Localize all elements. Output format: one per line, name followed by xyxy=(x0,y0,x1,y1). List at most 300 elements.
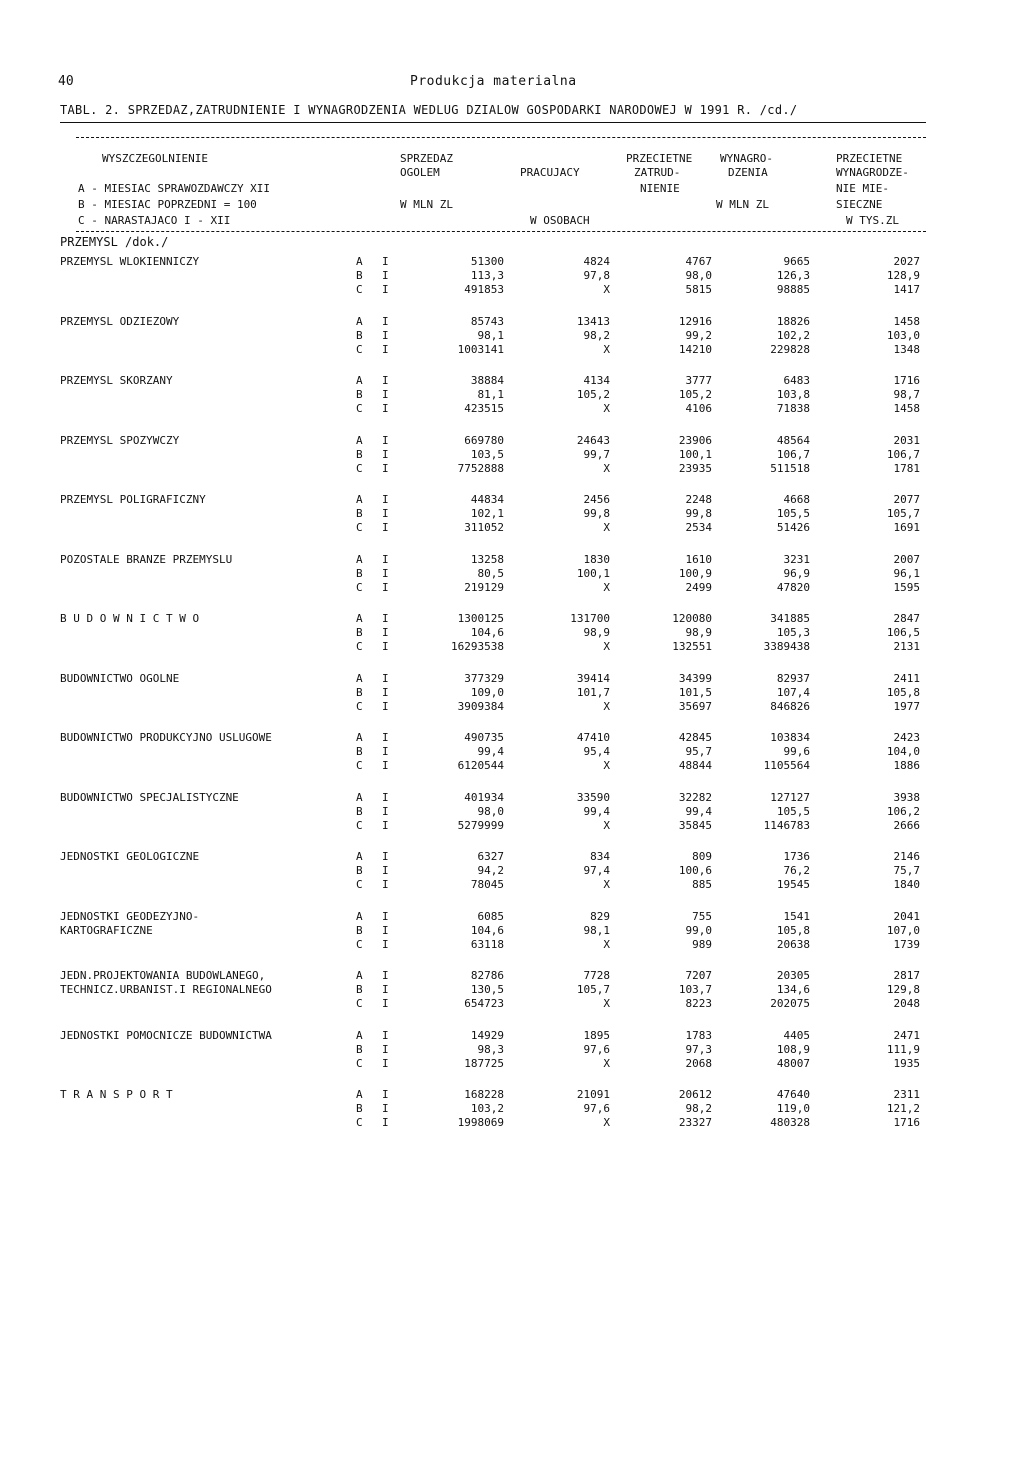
sales-value: 6120544 xyxy=(457,759,504,772)
table-row xyxy=(60,878,940,892)
table-row xyxy=(60,686,940,700)
avg-wage-value: 2411 xyxy=(893,671,920,685)
table-row xyxy=(60,434,940,448)
table-row xyxy=(60,626,940,640)
avg-employment-value: 98,0 xyxy=(685,269,712,282)
employed-value: 2456 xyxy=(583,493,610,506)
row-code: C xyxy=(356,342,363,356)
avg-employment-value: 98,9 xyxy=(685,626,712,639)
table-row xyxy=(60,745,940,759)
column-separator: I xyxy=(382,566,389,580)
wages-header-1: WYNAGRO- xyxy=(720,152,773,165)
table-row xyxy=(60,343,940,357)
employed-value: 4824 xyxy=(583,255,610,268)
sales-value: 491853 xyxy=(464,283,504,296)
avg-wage-value: 103,0 xyxy=(886,328,920,342)
sales-value: 98,0 xyxy=(477,804,504,818)
employed-value: 101,7 xyxy=(576,685,610,699)
avg-wage-value: 128,9 xyxy=(886,269,920,282)
avg-employment-value: 2248 xyxy=(685,493,712,506)
group-name: PRZEMYSL ODZIEZOWY xyxy=(60,314,180,328)
employed-value: 7728 xyxy=(583,969,610,982)
stub-legend-c: C - NARASTAJACO I - XII xyxy=(78,214,231,227)
group-name: BUDOWNICTWO SPECJALISTYCZNE xyxy=(60,790,239,804)
sales-value: 80,5 xyxy=(477,566,504,580)
column-separator: I xyxy=(382,493,389,506)
group-name: PRZEMYSL POLIGRAFICZNY xyxy=(60,493,206,506)
table-row xyxy=(60,850,940,864)
avg-wage-value: 1977 xyxy=(893,699,920,713)
sales-value: 109,0 xyxy=(470,685,504,699)
table-row xyxy=(60,969,940,983)
avg-employment-value: 34399 xyxy=(678,671,712,685)
wages-value: 105,5 xyxy=(776,507,810,520)
wages-value: 106,7 xyxy=(776,447,810,461)
column-separator: I xyxy=(382,402,389,415)
sales-value: 102,1 xyxy=(470,507,504,520)
wages-value: 1736 xyxy=(783,850,810,863)
sales-value: 104,6 xyxy=(470,923,504,937)
sales-value: 13258 xyxy=(470,552,504,566)
row-code: A xyxy=(356,1028,363,1042)
avg-employment-value: 42845 xyxy=(678,731,712,744)
column-separator: I xyxy=(382,552,389,566)
row-code: C xyxy=(356,1116,363,1129)
employed-value: 98,9 xyxy=(583,626,610,639)
row-code: A xyxy=(356,493,363,506)
sales-value: 38884 xyxy=(470,374,504,387)
table-row xyxy=(60,731,940,745)
avg-employment-value: 2068 xyxy=(685,1056,712,1070)
wages-value: 48007 xyxy=(776,1056,810,1070)
column-separator: I xyxy=(382,699,389,713)
row-code: B xyxy=(356,745,363,758)
sales-value: 14929 xyxy=(470,1028,504,1042)
avg-employment-value: 7207 xyxy=(685,969,712,982)
employed-value: X xyxy=(603,402,610,415)
column-separator: I xyxy=(382,447,389,461)
column-separator: I xyxy=(382,878,389,891)
employed-value: 98,2 xyxy=(583,328,610,342)
table-row xyxy=(60,864,940,878)
avg-wage-value: 2666 xyxy=(893,818,920,832)
column-separator: I xyxy=(382,923,389,937)
employed-value: 99,4 xyxy=(583,804,610,818)
wages-value: 119,0 xyxy=(776,1102,810,1115)
wages-value: 105,8 xyxy=(776,923,810,937)
table-group xyxy=(60,1088,940,1148)
column-separator: I xyxy=(382,283,389,296)
sales-value: 377329 xyxy=(464,671,504,685)
table-groups xyxy=(60,255,940,1148)
wages-value: 341885 xyxy=(770,612,810,625)
sales-value: 78045 xyxy=(470,878,504,891)
group-name: PRZEMYSL SPOZYWCZY xyxy=(60,433,180,447)
avg-employment-value: 132551 xyxy=(672,640,712,653)
group-name: BUDOWNICTWO OGOLNE xyxy=(60,671,180,685)
row-code: A xyxy=(356,909,363,923)
wages-value: 1541 xyxy=(783,909,810,923)
avg-employment-value: 1783 xyxy=(685,1028,712,1042)
avg-employment-value: 35697 xyxy=(678,699,712,713)
avg-wage-value: 129,8 xyxy=(886,983,920,996)
wages-value: 105,3 xyxy=(776,626,810,639)
row-code: B xyxy=(356,388,363,401)
avg-employment-value: 99,4 xyxy=(685,804,712,818)
employed-value: 39414 xyxy=(576,671,610,685)
wages-value: 20305 xyxy=(776,969,810,982)
avg-wage-value: 1691 xyxy=(893,521,920,534)
table-row xyxy=(60,1043,940,1057)
employed-value: 21091 xyxy=(576,1088,610,1101)
row-code: C xyxy=(356,580,363,594)
table-row xyxy=(60,581,940,595)
avg-employment-value: 2534 xyxy=(685,521,712,534)
avg-wage-value: 106,7 xyxy=(886,447,920,461)
column-separator: I xyxy=(382,640,389,653)
avg-employment-value: 23906 xyxy=(678,433,712,447)
wages-value: 3231 xyxy=(783,552,810,566)
column-separator: I xyxy=(382,804,389,818)
avg-wage-value: 1595 xyxy=(893,580,920,594)
avg-wage-value: 2048 xyxy=(893,997,920,1010)
employed-value: 4134 xyxy=(583,374,610,387)
row-code: C xyxy=(356,997,363,1010)
table-row xyxy=(60,640,940,654)
table-group xyxy=(60,255,940,315)
avg-employment-value: 99,0 xyxy=(685,923,712,937)
column-separator: I xyxy=(382,328,389,342)
table-group xyxy=(60,612,940,672)
column-separator: I xyxy=(382,745,389,758)
wages-value: 71838 xyxy=(776,402,810,415)
avg-employment-value: 755 xyxy=(692,909,712,923)
sales-value: 311052 xyxy=(464,521,504,534)
wages-value: 99,6 xyxy=(783,745,810,758)
employed-value: X xyxy=(603,699,610,713)
table-caption: TABL. 2. SPRZEDAZ,ZATRUDNIENIE I WYNAGRODZENIA WEDLUG DZIALOW GOSPODARKI NARODOWEJ W 1991 R. /cd./ xyxy=(60,103,798,117)
wages-value: 19545 xyxy=(776,878,810,891)
employed-value: 100,1 xyxy=(576,566,610,580)
table-row xyxy=(60,805,940,819)
wages-header-unit: W MLN ZL xyxy=(716,198,769,211)
stub-legend-a: A - MIESIAC SPRAWOZDAWCZY XII xyxy=(78,182,271,195)
avg-employment-value: 4767 xyxy=(685,255,712,268)
table-group xyxy=(60,1029,940,1089)
employed-header-2: PRACUJACY xyxy=(520,166,580,179)
sales-value: 82786 xyxy=(470,969,504,982)
table-row xyxy=(60,672,940,686)
avg-employment-value: 48844 xyxy=(678,759,712,772)
avg-employment-value: 35845 xyxy=(678,818,712,832)
row-code: C xyxy=(356,283,363,296)
row-code: B xyxy=(356,626,363,639)
table-row xyxy=(60,269,940,283)
avgwage-header-2: WYNAGRODZE- xyxy=(836,166,909,179)
table-row xyxy=(60,612,940,626)
avg-wage-value: 1935 xyxy=(893,1056,920,1070)
employed-value: X xyxy=(603,640,610,653)
avg-wage-value: 1781 xyxy=(893,461,920,475)
stub-legend-b: B - MIESIAC POPRZEDNI = 100 xyxy=(78,198,257,211)
row-code: A xyxy=(356,969,363,982)
table-row xyxy=(60,507,940,521)
table-row xyxy=(60,448,940,462)
column-separator: I xyxy=(382,850,389,863)
employed-value: X xyxy=(603,521,610,534)
sales-value: 3909384 xyxy=(457,699,504,713)
row-code: A xyxy=(356,850,363,863)
wages-value: 202075 xyxy=(770,997,810,1010)
row-code: B xyxy=(356,864,363,877)
employed-value: 33590 xyxy=(576,790,610,804)
column-separator: I xyxy=(382,388,389,401)
column-separator: I xyxy=(382,818,389,832)
row-code: B xyxy=(356,269,363,282)
table-row xyxy=(60,700,940,714)
row-code: B xyxy=(356,447,363,461)
employed-value: X xyxy=(603,342,610,356)
wages-value: 846826 xyxy=(770,699,810,713)
group-name-continued: TECHNICZ.URBANIST.I REGIONALNEGO xyxy=(60,983,272,996)
page-number: 40 xyxy=(58,74,74,89)
group-name: T R A N S P O R T xyxy=(60,1088,173,1101)
table-row xyxy=(60,493,940,507)
row-code: C xyxy=(356,878,363,891)
column-separator: I xyxy=(382,626,389,639)
employed-value: X xyxy=(603,759,610,772)
avg-wage-value: 1458 xyxy=(893,402,920,415)
sales-value: 1003141 xyxy=(457,342,504,356)
column-separator: I xyxy=(382,374,389,387)
avg-employment-value: 4106 xyxy=(685,402,712,415)
wages-value: 82937 xyxy=(776,671,810,685)
wages-value: 98885 xyxy=(776,283,810,296)
employed-value: 1895 xyxy=(583,1028,610,1042)
avg-wage-value: 105,7 xyxy=(886,507,920,520)
avg-wage-value: 107,0 xyxy=(886,923,920,937)
sales-value: 103,5 xyxy=(470,447,504,461)
sales-value: 113,3 xyxy=(470,269,504,282)
row-code: A xyxy=(356,1088,363,1101)
row-code: A xyxy=(356,255,363,268)
column-separator: I xyxy=(382,521,389,534)
column-separator: I xyxy=(382,997,389,1010)
group-name: BUDOWNICTWO PRODUKCYJNO USLUGOWE xyxy=(60,731,272,744)
column-separator: I xyxy=(382,1116,389,1129)
avg-employment-value: 101,5 xyxy=(678,685,712,699)
wages-header-2: DZENIA xyxy=(728,166,768,179)
avg-employment-value: 98,2 xyxy=(685,1102,712,1115)
wages-value: 20638 xyxy=(776,937,810,951)
group-name: B U D O W N I C T W O xyxy=(60,612,200,625)
avg-employment-value: 12916 xyxy=(678,314,712,328)
avgwage-header-unit: W TYS.ZL xyxy=(846,214,899,227)
column-separator: I xyxy=(382,685,389,699)
wages-value: 126,3 xyxy=(776,269,810,282)
table-row xyxy=(60,1057,940,1071)
sales-value: 51300 xyxy=(470,255,504,268)
wages-value: 108,9 xyxy=(776,1042,810,1056)
wages-value: 47640 xyxy=(776,1088,810,1101)
wages-value: 48564 xyxy=(776,433,810,447)
sales-header-2: OGOLEM xyxy=(400,166,440,179)
table-row xyxy=(60,759,940,773)
column-separator: I xyxy=(382,255,389,268)
avg-wage-value: 2311 xyxy=(893,1088,920,1101)
wages-value: 103,8 xyxy=(776,388,810,401)
table-group xyxy=(60,910,940,970)
wages-value: 9665 xyxy=(783,255,810,268)
avg-employment-value: 100,9 xyxy=(678,566,712,580)
column-separator: I xyxy=(382,433,389,447)
wages-value: 103834 xyxy=(770,731,810,744)
column-separator: I xyxy=(382,983,389,996)
table-group xyxy=(60,850,940,910)
wages-value: 134,6 xyxy=(776,983,810,996)
avgemp-header-1: PRZECIETNE xyxy=(626,152,693,165)
avg-employment-value: 14210 xyxy=(678,342,712,356)
row-code: B xyxy=(356,804,363,818)
table-group xyxy=(60,672,940,732)
employed-value: 13413 xyxy=(576,314,610,328)
column-separator: I xyxy=(382,909,389,923)
avgwage-header-4: SIECZNE xyxy=(836,198,883,211)
wages-value: 51426 xyxy=(776,521,810,534)
avg-employment-value: 23935 xyxy=(678,461,712,475)
column-separator: I xyxy=(382,507,389,520)
wages-value: 6483 xyxy=(783,374,810,387)
sales-header-unit: W MLN ZL xyxy=(400,198,453,211)
avg-employment-value: 3777 xyxy=(685,374,712,387)
avg-wage-value: 105,8 xyxy=(886,685,920,699)
avg-employment-value: 2499 xyxy=(685,580,712,594)
table-row xyxy=(60,255,940,269)
avgwage-header-1: PRZECIETNE xyxy=(836,152,903,165)
row-code: B xyxy=(356,923,363,937)
wages-value: 1105564 xyxy=(763,759,810,772)
avg-wage-value: 2131 xyxy=(893,640,920,653)
row-code: A xyxy=(356,790,363,804)
sales-value: 63118 xyxy=(470,937,504,951)
avg-employment-value: 103,7 xyxy=(678,983,712,996)
avgwage-header-3: NIE MIE- xyxy=(836,182,889,195)
table-row xyxy=(60,910,940,924)
avg-employment-value: 100,6 xyxy=(678,864,712,877)
group-name: JEDNOSTKI GEOLOGICZNE xyxy=(60,850,200,863)
row-code: C xyxy=(356,1056,363,1070)
wages-value: 1146783 xyxy=(763,818,810,832)
column-separator: I xyxy=(382,314,389,328)
employed-value: X xyxy=(603,283,610,296)
group-name: JEDN.PROJEKTOWANIA BUDOWLANEGO, xyxy=(60,969,266,982)
avg-wage-value: 2817 xyxy=(893,969,920,982)
column-separator: I xyxy=(382,969,389,982)
sales-value: 103,2 xyxy=(470,1102,504,1115)
employed-value: 97,6 xyxy=(583,1102,610,1115)
avg-employment-value: 8223 xyxy=(685,997,712,1010)
wages-value: 229828 xyxy=(770,342,810,356)
sales-value: 85743 xyxy=(470,314,504,328)
group-name: PRZEMYSL SKORZANY xyxy=(60,374,173,387)
employed-value: 1830 xyxy=(583,552,610,566)
sales-value: 44834 xyxy=(470,493,504,506)
avg-wage-value: 2031 xyxy=(893,433,920,447)
column-header xyxy=(60,152,940,232)
sales-value: 98,1 xyxy=(477,328,504,342)
row-code: A xyxy=(356,552,363,566)
avg-employment-value: 120080 xyxy=(672,612,712,625)
row-code: A xyxy=(356,612,363,625)
group-name: PRZEMYSL WLOKIENNICZY xyxy=(60,255,200,268)
employed-value: 98,1 xyxy=(583,923,610,937)
table-row xyxy=(60,315,940,329)
employed-value: 99,8 xyxy=(583,507,610,520)
row-code: C xyxy=(356,521,363,534)
table-row xyxy=(60,819,940,833)
column-separator: I xyxy=(382,864,389,877)
wages-value: 96,9 xyxy=(783,566,810,580)
row-code: B xyxy=(356,1102,363,1115)
avg-wage-value: 2847 xyxy=(893,612,920,625)
header-bottom-rule xyxy=(76,231,926,232)
table-row xyxy=(60,567,940,581)
table-row xyxy=(60,374,940,388)
wages-value: 511518 xyxy=(770,461,810,475)
wages-value: 47820 xyxy=(776,580,810,594)
wages-value: 102,2 xyxy=(776,328,810,342)
sales-value: 16293538 xyxy=(451,640,504,653)
wages-value: 3389438 xyxy=(763,640,810,653)
row-code: B xyxy=(356,983,363,996)
column-separator: I xyxy=(382,790,389,804)
sales-value: 1300125 xyxy=(457,612,504,625)
avg-employment-value: 100,1 xyxy=(678,447,712,461)
avg-employment-value: 105,2 xyxy=(678,388,712,401)
sales-value: 94,2 xyxy=(477,864,504,877)
avg-employment-value: 99,8 xyxy=(685,507,712,520)
avg-employment-value: 5815 xyxy=(685,283,712,296)
sales-value: 669780 xyxy=(464,433,504,447)
row-code: C xyxy=(356,699,363,713)
avg-employment-value: 97,3 xyxy=(685,1042,712,1056)
sales-value: 6327 xyxy=(477,850,504,863)
row-code: A xyxy=(356,731,363,744)
employed-value: X xyxy=(603,1056,610,1070)
avg-employment-value: 989 xyxy=(692,937,712,951)
row-code: C xyxy=(356,937,363,951)
wages-value: 105,5 xyxy=(776,804,810,818)
avg-wage-value: 1716 xyxy=(893,1116,920,1129)
avg-wage-value: 1739 xyxy=(893,937,920,951)
avg-employment-value: 20612 xyxy=(678,1088,712,1101)
table-group xyxy=(60,969,940,1029)
avg-employment-value: 99,2 xyxy=(685,328,712,342)
avg-wage-value: 1458 xyxy=(893,314,920,328)
table-group xyxy=(60,315,940,375)
avg-wage-value: 2041 xyxy=(893,909,920,923)
header-top-rule xyxy=(76,137,926,138)
sales-value: 99,4 xyxy=(477,745,504,758)
row-code: A xyxy=(356,433,363,447)
table-row xyxy=(60,1116,940,1130)
row-code: B xyxy=(356,328,363,342)
employed-value: 131700 xyxy=(570,612,610,625)
employed-value: 99,7 xyxy=(583,447,610,461)
table-row xyxy=(60,997,940,1011)
employed-value: X xyxy=(603,580,610,594)
sales-value: 7752888 xyxy=(457,461,504,475)
